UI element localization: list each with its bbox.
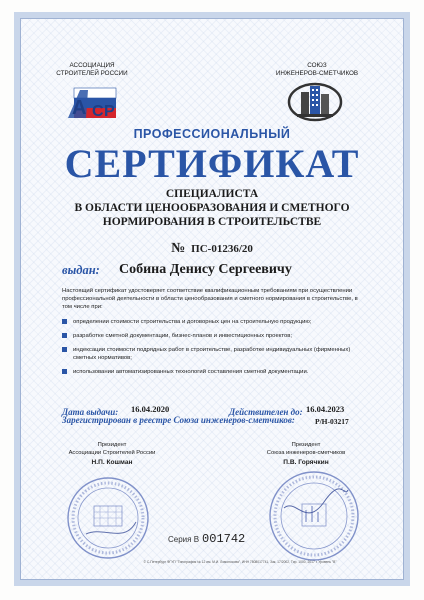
right-signer: Президент Союза инженеров-сметчиков П.В. Горячкин [266,442,346,466]
registry-label: Зарегистрирован в реестре Союза инженеров-сметчиков: [62,415,295,425]
bullet-square-icon [62,347,67,352]
holder-name: Собина Денису Сергеевичу [119,262,292,277]
bullet-square-icon [62,333,67,338]
svg-text:Р: Р [104,103,115,120]
list-item: определении стоимости строительства и договорных цен на строительную продукцию; [62,318,362,326]
series-number: Серия В 001742 [168,532,246,546]
left-signer: Президент Ассоциации Строителей России Н.П. Кошман [68,442,156,466]
issue-date-label: Дата выдачи: [62,407,119,417]
valid-until-label: Действителен до: [229,407,303,417]
svg-text:А: А [72,97,87,119]
printer-footer: © С-Петербург ФГУП "Типография № 12 им. М.И. Ломоносова", ИНН 7808017741, Зак. 17/2002, Тир. 1000, 2017 г. Уровень "В" [143,560,337,564]
certificate-number: № ПС-01236/20 [171,241,253,256]
issue-date-value: 16.04.2020 [131,404,170,414]
left-org-name: АССОЦИАЦИЯ СТРОИТЕЛЕЙ РОССИИ [56,62,128,77]
svg-text:С: С [92,103,104,120]
registry-number: Р/Н-03217 [315,417,349,426]
left-stamp-icon [64,474,152,562]
right-stamp-icon [266,468,362,564]
competence-list [62,318,362,382]
asr-logo-icon [66,86,118,120]
certificate-title: СЕРТИФИКАТ [64,141,360,186]
list-item: использовании автоматизированных технологий составления сметной документации. [62,368,362,376]
certificate-body-text: Настоящий сертификат удостоверяет соответствие квалификационным требованиям при осуществлении профессиональной деятельности в области ценообразования и сметного нормирования в строительстве, в том числе при: [62,288,358,310]
certificate-kind: ПРОФЕССИОНАЛЬНЫЙ [133,127,291,141]
building-logo-icon [287,80,343,124]
bullet-square-icon [62,319,67,324]
certificate-subtitle: СПЕЦИАЛИСТА В ОБЛАСТИ ЦЕНООБРАЗОВАНИЯ И СМЕТНОГО НОРМИРОВАНИЯ В СТРОИТЕЛЬСТВЕ [74,188,350,228]
valid-until-value: 16.04.2023 [306,404,345,414]
bullet-square-icon [62,369,67,374]
list-item: индексации стоимости подрядных работ в строительстве, разработке индивидуальных (фирменных) сметных нормативов; [62,346,362,362]
list-item: разработке сметной документации, бизнес-планов и инвестиционных проектов; [62,332,362,340]
right-org-name: СОЮЗ ИНЖЕНЕРОВ-СМЕТЧИКОВ [275,62,359,77]
issued-to-label: выдан: [62,263,100,277]
